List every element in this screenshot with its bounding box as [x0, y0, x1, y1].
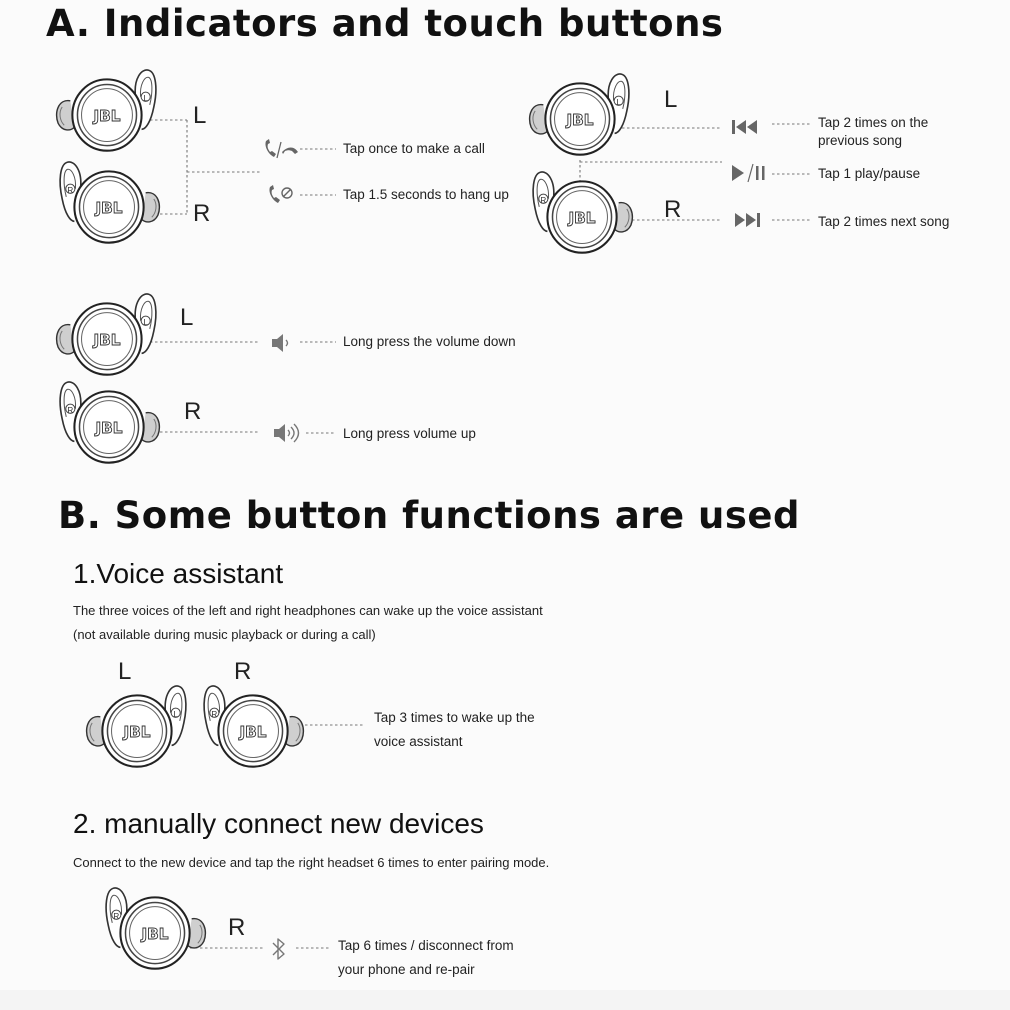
voice-left-label: L	[118, 658, 132, 685]
left-earbud-voice	[82, 682, 194, 774]
connect-devices-desc: Connect to the new device and tap the right headset 6 times to enter pairing mode.	[73, 855, 550, 870]
volume-down-caption: Long press the volume down	[343, 334, 516, 349]
right-earbud-volume	[52, 378, 164, 470]
left-earbud	[52, 66, 164, 158]
play-pause-icon	[730, 163, 768, 183]
phone-icon	[262, 138, 300, 160]
left-label-music: L	[664, 86, 678, 113]
next-track-icon	[733, 211, 763, 229]
hang-up-caption: Tap 1.5 seconds to hang up	[343, 187, 509, 202]
left-label: L	[193, 102, 207, 129]
play-pause-caption: Tap 1 play/pause	[818, 166, 921, 181]
section-a-title: A. Indicators and touch buttons	[46, 2, 724, 45]
voice-right-label: R	[234, 658, 252, 685]
previous-track-icon	[730, 118, 760, 136]
section-b-title: B. Some button functions are used	[58, 494, 800, 537]
volume-down-icon	[270, 333, 294, 353]
left-label-volume: L	[180, 304, 194, 331]
right-label-volume: R	[184, 398, 202, 425]
volume-up-icon	[272, 422, 302, 444]
next-caption: Tap 2 times next song	[818, 214, 950, 229]
make-call-caption: Tap once to make a call	[343, 141, 485, 156]
connect-devices-heading: 2. manually connect new devices	[73, 808, 484, 839]
voice-assistant-caption: Tap 3 times to wake up the voice assistant	[374, 710, 535, 749]
right-earbud-voice	[196, 682, 308, 774]
right-earbud-connect	[98, 884, 210, 976]
voice-assistant-desc-2: (not available during music playback or during a call)	[73, 627, 376, 642]
voice-assistant-heading: 1.Voice assistant	[73, 558, 284, 589]
right-label: R	[193, 200, 211, 227]
left-earbud-music	[525, 70, 637, 162]
previous-caption: Tap 2 times on the previous song	[818, 115, 929, 148]
connect-caption: Tap 6 times / disconnect from your phone and re-pair	[338, 938, 514, 977]
left-earbud-volume	[52, 290, 164, 382]
right-earbud-music	[525, 168, 637, 260]
connect-right-label: R	[228, 914, 246, 941]
voice-assistant-desc-1: The three voices of the left and right headphones can wake up the voice assistant	[73, 603, 543, 618]
right-earbud	[52, 158, 164, 250]
hang-up-icon	[266, 184, 296, 206]
volume-up-caption: Long press volume up	[343, 426, 476, 441]
right-label-music: R	[664, 196, 682, 223]
bluetooth-icon	[270, 936, 288, 962]
bottom-strip	[0, 990, 1010, 1010]
